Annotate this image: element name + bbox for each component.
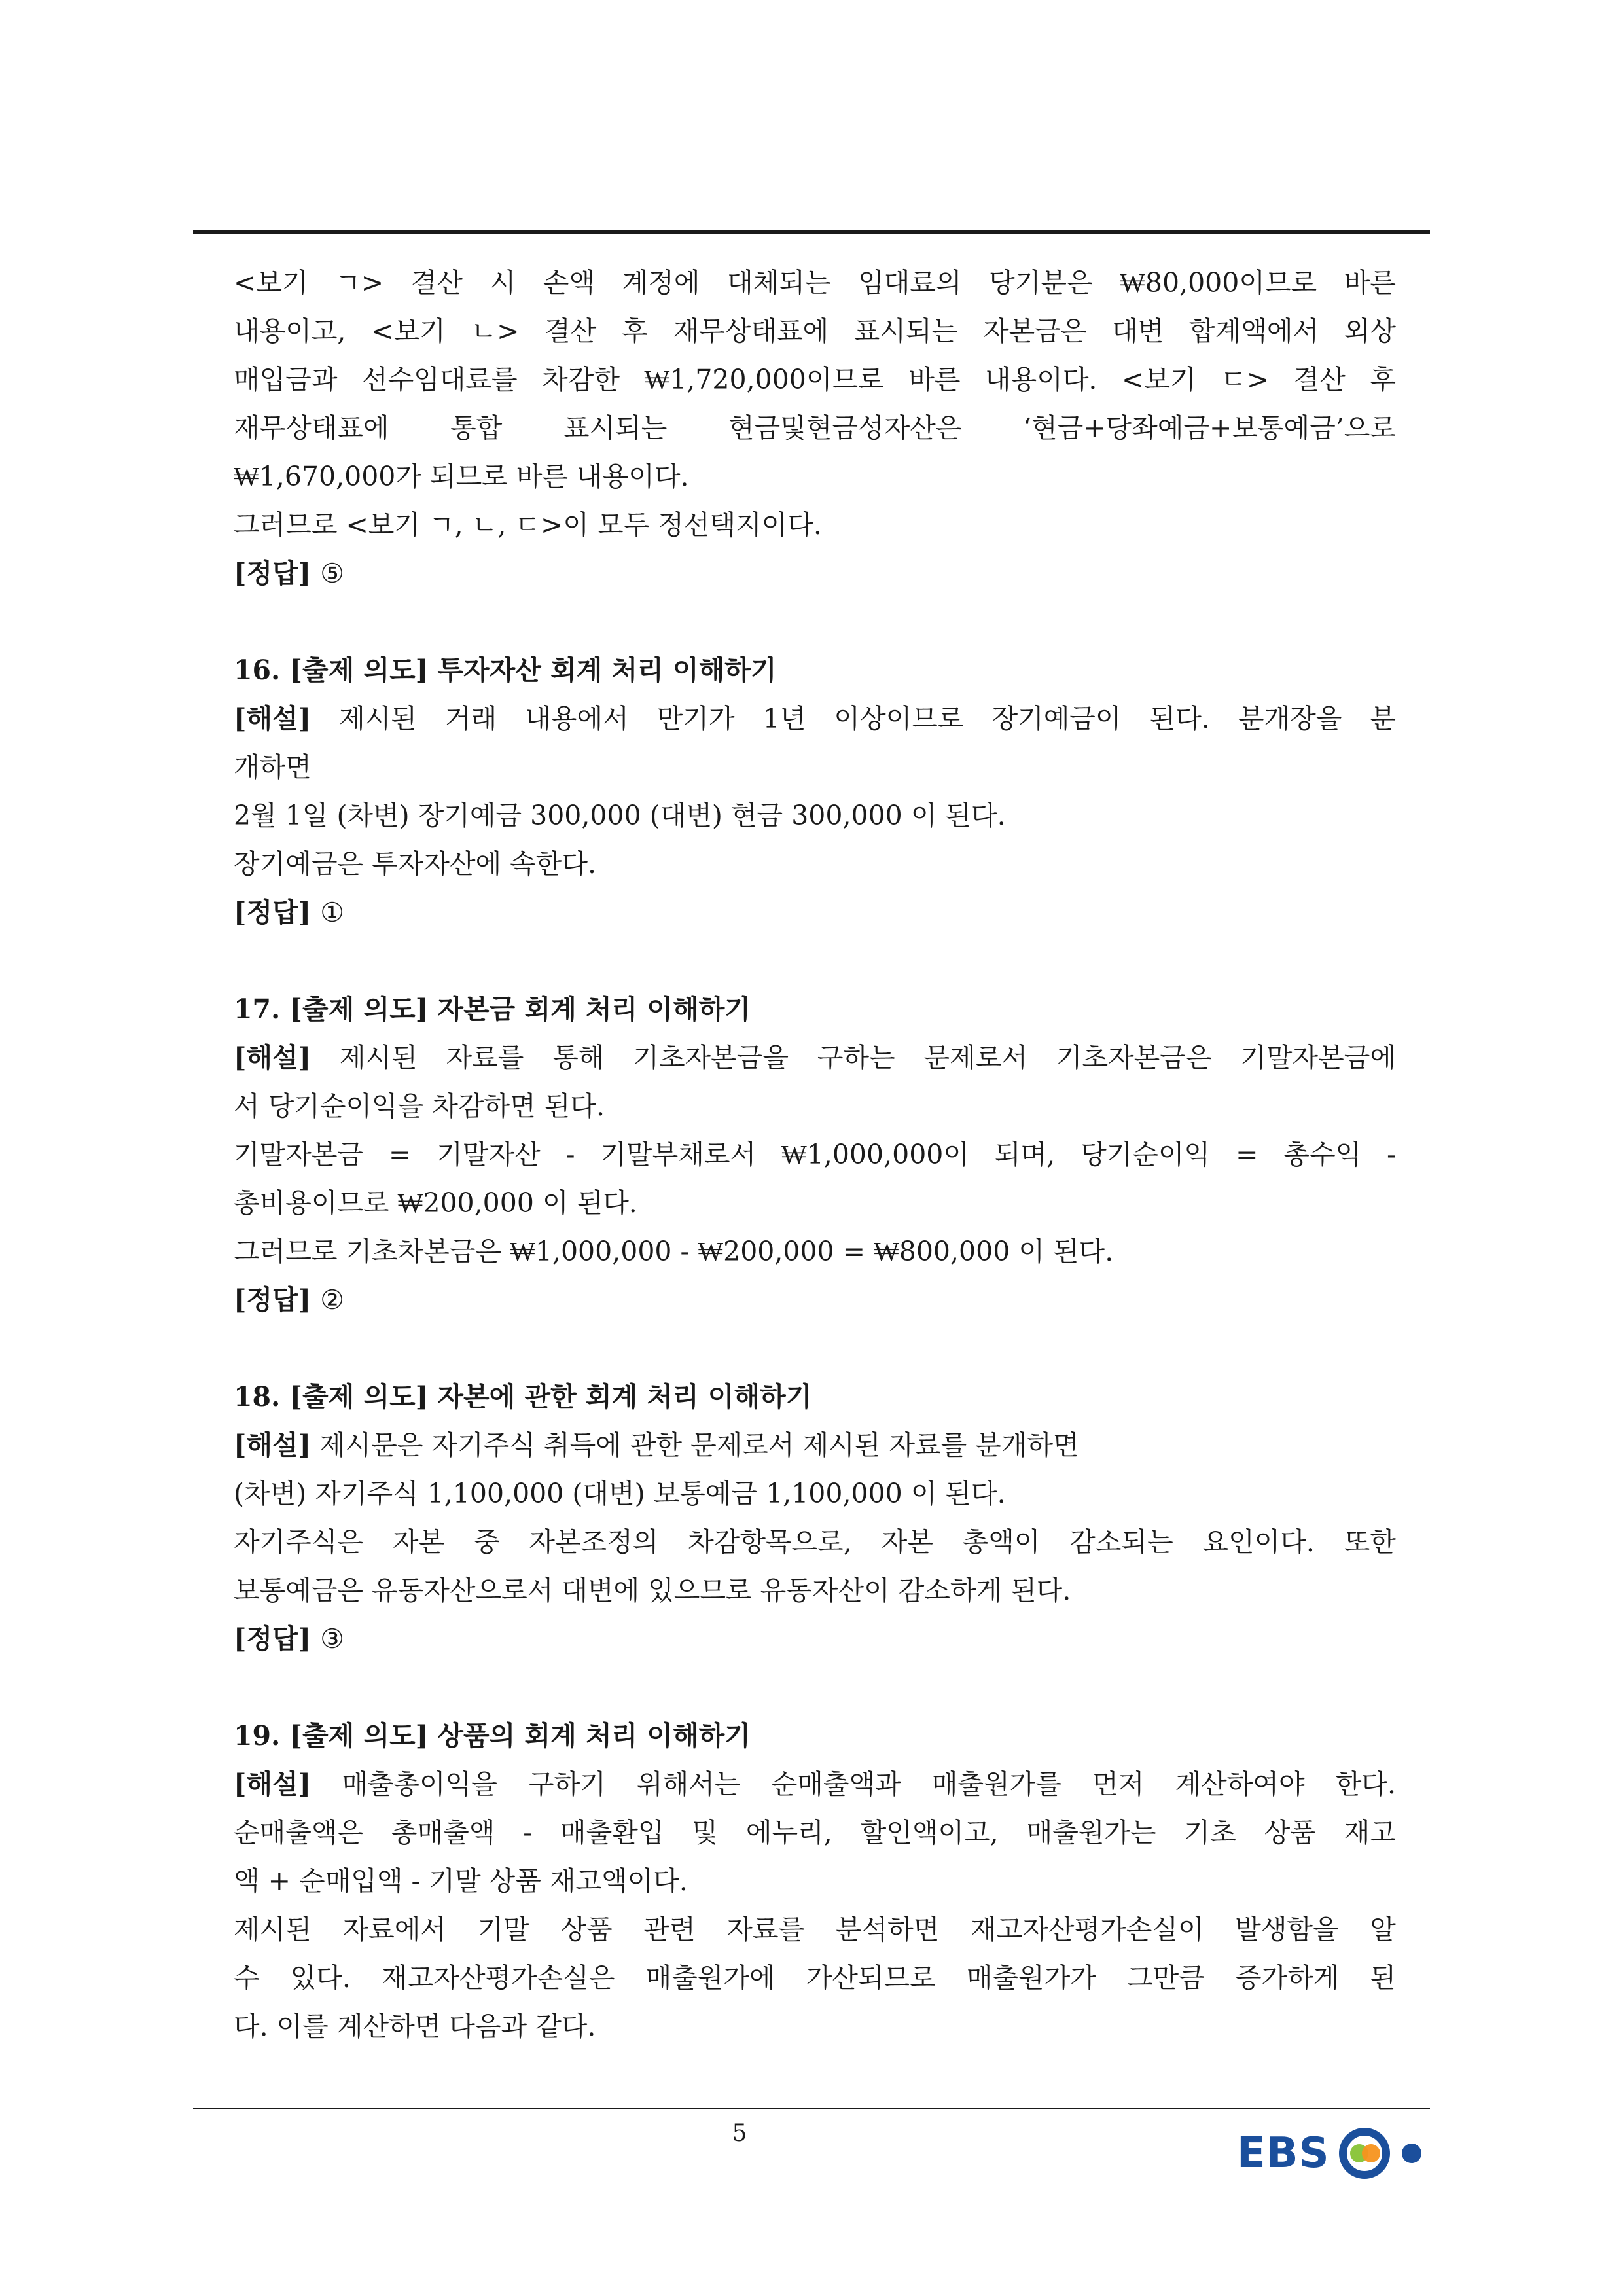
answer-label: [정답] [234, 1623, 312, 1655]
body-line: 보통예금은 유동자산으로서 대변에 있으므로 유동자산이 감소하게 된다. [234, 1575, 1071, 1606]
body-line: 다. 이를 계산하면 다음과 같다. [234, 2011, 596, 2042]
body-line: 내용이고, <보기 ㄴ> 결산 후 재무상태표에 표시되는 자본금은 대변 합계액에서 외상 [234, 315, 1396, 347]
question-heading: 16. [출제 의도] 투자자산 회계 처리 이해하기 [234, 655, 777, 686]
answer-line [234, 888, 1396, 937]
answer-line [234, 1276, 1396, 1324]
document-body [234, 259, 1396, 2051]
page-number: 5 [732, 2120, 747, 2147]
body-line: 2월 1일 (차변) 장기예금 300,000 (대변) 현금 300,000 이 된다. [234, 800, 1006, 831]
explanation-label: [해설] [234, 703, 312, 734]
body-line: 기말자본금 = 기말자산 - 기말부채로서 ₩1,000,000이 되며, 당기순이익 = 총수익 - [234, 1139, 1396, 1170]
answer-line [234, 549, 1396, 598]
body-line: 수 있다. 재고자산평가손실은 매출원가에 가산되므로 매출원가가 그만큼 증가하게 된 [234, 1962, 1396, 1994]
explanation-text: 제시문은 자기주식 취득에 관한 문제로서 제시된 자료를 분개하면 [319, 1429, 1079, 1461]
explanation-label: [해설] [234, 1768, 312, 1800]
answer-label: [정답] [234, 1284, 312, 1316]
body-line: 서 당기순이익을 차감하면 된다. [234, 1090, 605, 1122]
explanation-label: [해설] [234, 1042, 312, 1073]
explanation-line [234, 1760, 1396, 1808]
body-line: 액 + 순매입액 - 기말 상품 재고액이다. [234, 1865, 688, 1897]
answer-value: ③ [320, 1623, 345, 1655]
question-heading: 18. [출제 의도] 자본에 관한 회계 처리 이해하기 [234, 1381, 812, 1412]
body-line: 장기예금은 투자자산에 속한다. [234, 848, 596, 880]
body-line: ₩1,670,000가 되므로 바른 내용이다. [234, 461, 689, 492]
answer-label: [정답] [234, 558, 312, 589]
answer-value: ① [320, 897, 345, 928]
ebs-logo [1237, 2124, 1459, 2183]
explanation-line [234, 1033, 1396, 1082]
body-line: 그러므로 <보기 ㄱ, ㄴ, ㄷ>이 모두 정선택지이다. [234, 509, 822, 541]
body-line: 제시된 자료에서 기말 상품 관련 자료를 분석하면 재고자산평가손실이 발생함을 알 [234, 1914, 1396, 1945]
body-line: 그러므로 기초차본금은 ₩1,000,000 - ₩200,000 = ₩800,000 이 된다. [234, 1236, 1114, 1267]
ebs-logo-icon [1335, 2124, 1459, 2183]
header-rule [193, 230, 1430, 234]
ebs-logo-text: EBS [1237, 2129, 1330, 2178]
explanation-text: 제시된 자료를 통해 기초자본금을 구하는 문제로서 기초자본금은 기말자본금에 [339, 1042, 1396, 1073]
answer-value: ② [320, 1284, 345, 1316]
explanation-text: 매출총이익을 구하기 위해서는 순매출액과 매출원가를 먼저 계산하여야 한다. [342, 1768, 1396, 1800]
answer-value: ⑤ [320, 558, 345, 589]
body-line: <보기 ㄱ> 결산 시 손액 계정에 대체되는 임대료의 당기분은 ₩80,000이므로 바른 [234, 267, 1396, 298]
body-line: (차변) 자기주식 1,100,000 (대변) 보통예금 1,100,000 이 된다. [234, 1478, 1006, 1509]
body-line: 개하면 [234, 751, 312, 783]
body-line: 재무상태표에 통합 표시되는 현금및현금성자산은 ‘현금+당좌예금+보통예금’으로 [234, 412, 1396, 444]
answer-label: [정답] [234, 897, 312, 928]
explanation-line [234, 1421, 1396, 1469]
footer-rule [193, 2108, 1430, 2109]
question-heading: 17. [출제 의도] 자본금 회계 처리 이해하기 [234, 994, 751, 1025]
explanation-label: [해설] [234, 1429, 312, 1461]
question-heading: 19. [출제 의도] 상품의 회계 처리 이해하기 [234, 1720, 751, 1751]
body-line: 자기주식은 자본 중 자본조정의 차감항목으로, 자본 총액이 감소되는 요인이다. 또한 [234, 1526, 1396, 1558]
body-line: 순매출액은 총매출액 - 매출환입 및 에누리, 할인액이고, 매출원가는 기초 상품 재고 [234, 1817, 1396, 1848]
explanation-line [234, 694, 1396, 743]
body-line: 매입금과 선수임대료를 차감한 ₩1,720,000이므로 바른 내용이다. <보기 ㄷ> 결산 후 [234, 364, 1396, 395]
body-line: 총비용이므로 ₩200,000 이 된다. [234, 1187, 637, 1219]
explanation-text: 제시된 거래 내용에서 만기가 1년 이상이므로 장기예금이 된다. 분개장을 분 [339, 703, 1396, 734]
answer-line [234, 1615, 1396, 1663]
